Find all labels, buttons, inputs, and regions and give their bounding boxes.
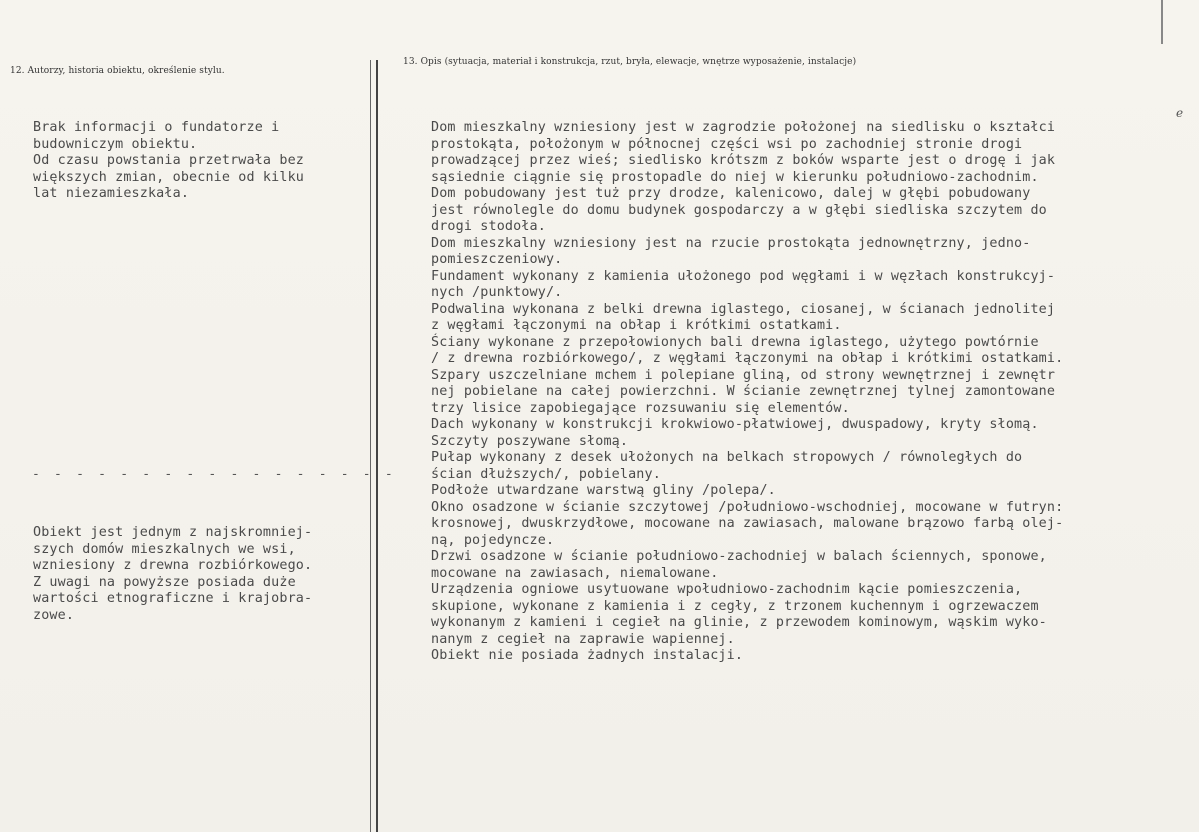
section-13-header: 13. Opis (sytuacja, materiał i konstrukcja, rzut, bryła, elewacje, wnętrze wyposażenie, instalacje) — [403, 57, 857, 67]
dashed-separator: - - - - - - - - - - - - - - - - - — [32, 467, 396, 482]
handwritten-correction: e — [1176, 106, 1184, 120]
page-edge-mark — [1161, 0, 1163, 44]
object-value-text: Obiekt jest jednym z najskromniej- szych domów mieszkalnych we wsi, wzniesiony z drewna rozbiórkowego. Z uwagi na powyższe posiada duże wartości etnograficzne i krajobra- zowe. — [33, 525, 313, 623]
section-12-header: 12. Autorzy, historia obiektu, określenie stylu. — [10, 66, 225, 76]
column-divider-outer — [370, 60, 371, 832]
description-text: Dom mieszkalny wzniesiony jest w zagrodzie położonej na siedlisku o kształci prostokąta, położonym w północnej części wsi po zachodniej stronie drogi prowadzącej przez wieś; siedlisko krótszm z boków wsparte jest o drogę i jak sąsiednie ciągnie się prostopadle do niej w kierunku południowo-zachodnim. Dom pobudowany jest tuż przy drodze, kalenicowo, dalej w głębi pobudowany jest równolegle do domu budynek gospodarczy a w głębi siedliska szczytem do drogi stodoła. Dom mieszkalny wzniesiony jest na rzucie prostokąta jednownętrzny, jedno- pomieszczeniowy. Fundament wykonany z kamienia ułożonego pod węgłami i w węzłach konstrukcyj- nych /punktowy/. Podwalina wykonana z belki drewna iglastego, ciosanej, w ścianach jednolitej z węgłami łączonymi na obłap i krótkimi ostatkami. Ściany wykonane z przepołowionych bali drewna iglastego, użytego powtórnie / z drewna rozbiórkowego/, z węgłami łączonymi na obłap i krótkimi ostatkami. Szpary uszczelniane mchem i polepiane gliną, od strony wewnętrznej i zewnętr nej pobielane na całej powierzchni. W ścianie zewnętrznej tylnej zamontowane trzy lisice zapobiegające rozsuwaniu się elementów. Dach wykonany w konstrukcji krokwiowo-płatwiowej, dwuspadowy, kryty słomą. Szczyty poszywane słomą. Pułap wykonany z desek ułożonych na belkach stropowych / równoległych do ścian dłuższych/, pobielany. Podłoże utwardzane warstwą gliny /polepa/. Okno osadzone w ścianie szczytowej /południowo-wschodniej, mocowane w futryn: krosnowej, dwuskrzydłowe, mocowane na zawiasach, malowane brązowo farbą olej- ną, pojedyncze. Drzwi osadzone w ścianie południowo-zachodniej w balach ściennych, sponowe, mocowane na zawiasach, niemalowane. Urządzenia ogniowe usytuowane wpołudniowo-zachodnim kącie pomieszczenia, skupione, wykonane z kamienia i z cegły, z trzonem kuchennym i ogrzewaczem wykonanym z kamieni i cegieł na glinie, z przewodem kominowym, wąskim wyko- nanym z cegieł na zaprawie wapiennej. Obiekt nie posiada żadnych instalacji. — [431, 120, 1064, 663]
column-divider-inner — [376, 60, 378, 832]
authors-history-text: Brak informacji o fundatorze i budowniczym obiektu. Od czasu powstania przetrwała bez większych zmian, obecnie od kilku lat niezamieszkała. — [33, 120, 304, 201]
